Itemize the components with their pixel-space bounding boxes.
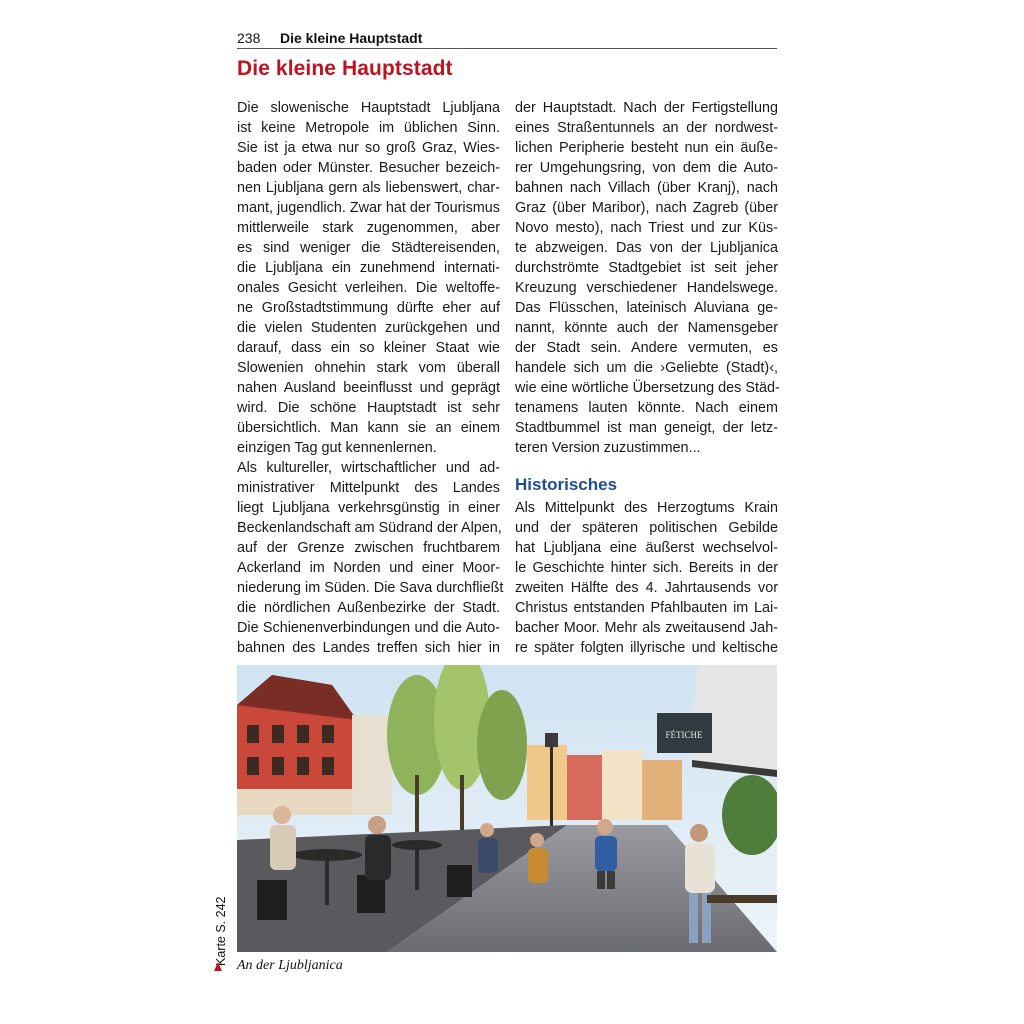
text-line: niederung im Süden. Die Sava durchfließt: [237, 580, 504, 596]
text-line: und der späteren politischen Gebilde: [515, 520, 778, 536]
text-line: es sind weniger die Städtereisenden,: [237, 240, 500, 256]
subheading-historisches: Historisches: [515, 475, 618, 494]
text-line: Slowenien ohnehin stark vom überall: [237, 360, 500, 376]
text-line: Kreuzung verschiedener Handelswege.: [515, 280, 778, 296]
text-line: ist keine Metropole im üblichen Sinn.: [237, 120, 500, 136]
text-line: onales Gesicht verleihen. Die weltoffe-: [237, 280, 500, 296]
text-line: Ackerland im Norden und einer Moor-: [237, 560, 500, 576]
running-title: Die kleine Hauptstadt: [280, 30, 423, 46]
text-line: ministrativer Mittelpunkt des Landes: [237, 480, 500, 496]
triangle-marker-icon: [214, 962, 222, 971]
text-line: die Ljubljana ein zunehmend internati-: [237, 260, 500, 276]
text-line: mittlerweile stark zugenommen, aber: [237, 220, 500, 236]
text-line: Sie ist ja etwa nur so groß Graz, Wies-: [237, 140, 500, 156]
text-line: wie eine wörtliche Übersetzung des Städ-: [515, 380, 780, 396]
text-line: Beckenlandschaft am Südrand der Alpen,: [237, 520, 502, 536]
text-line: liegt Ljubljana verkehrsgünstig in einer: [237, 500, 500, 516]
text-line: bahnen des Landes treffen sich hier in: [237, 640, 500, 656]
text-line: zweiten Hälfte des 4. Jahrtausends vor: [515, 580, 778, 596]
text-line: darauf, dass ein so kleiner Staat wie: [237, 340, 500, 356]
text-line: eines Straßentunnels an der nordwest-: [515, 120, 778, 136]
text-line: ne Großstadtstimmung dürfte eher auf: [237, 300, 500, 316]
text-line: bacher Moor. Mehr als zweitausend Jah-: [515, 620, 778, 636]
page-number: 238: [237, 30, 261, 46]
running-header: [237, 30, 777, 49]
text-line: Die Schienenverbindungen und die Auto-: [237, 620, 500, 636]
text-line: nannt, könnte auch der Namensgeber: [515, 320, 778, 336]
left-column: [237, 98, 504, 658]
text-line: Als Mittelpunkt des Herzogtums Krain: [515, 500, 778, 516]
text-line: die nördlichen Außenbezirke der Stadt.: [237, 600, 500, 616]
text-line: wird. Die schöne Hauptstadt ist sehr: [237, 400, 500, 416]
text-line: Christus entstanden Pfahlbauten im Lai-: [515, 600, 778, 616]
text-line: hat Ljubljana eine äußerst wechselvol-: [515, 540, 778, 556]
text-line: übersichtlich. Man kann sie an einem: [237, 420, 500, 436]
text-line: re später folgten illyrische und keltische: [515, 640, 778, 656]
text-line: bahnen nach Villach (über Kranj), nach: [515, 180, 778, 196]
paragraph: [237, 98, 500, 458]
text-line: die vielen Studenten zurückgehen und: [237, 320, 500, 336]
right-column: [515, 98, 778, 658]
text-line: lichen Peripherie besteht nun ein äuße-: [515, 140, 778, 156]
text-line: Als kultureller, wirtschaftlicher und ad-: [237, 460, 500, 476]
text-line: Novo mesto), nach Triest und zur Küs-: [515, 220, 778, 236]
text-line: rer Umgehungsring, von dem die Auto-: [515, 160, 778, 176]
text-line: Graz (über Maribor), nach Zagreb (über: [515, 200, 778, 216]
text-line: te abzweigen. Das von der Ljubljanica: [515, 240, 778, 256]
text-line: Stadtbummel ist man geneigt, der letz-: [515, 420, 778, 436]
text-line: nen Ljubljana gern als liebenswert, char-: [237, 180, 500, 196]
text-line: tenamens lauten könnte. Nach einem: [515, 400, 778, 416]
text-line: mant, jugendlich. Zwar hat der Tourismus: [237, 200, 500, 216]
text-line: nahen Ausland beeinflusst und geprägt: [237, 380, 500, 396]
text-line: auf der Grenze zwischen fruchtbarem: [237, 540, 500, 556]
text-line: Die slowenische Hauptstadt Ljubljana: [237, 100, 500, 116]
text-line: Das Flüsschen, lateinisch Aluviana ge-: [515, 300, 778, 316]
shop-sign-text: FÉTICHE: [665, 730, 703, 740]
text-line: der Stadt sein. Andere vermuten, es: [515, 340, 778, 356]
paragraph: [515, 498, 778, 658]
paragraph: [515, 98, 778, 458]
text-line: durchströmte Stadtgebiet ist seit jeher: [515, 260, 778, 276]
text-line: der Hauptstadt. Nach der Fertigstellung: [515, 100, 778, 116]
map-reference-text: Karte S. 242: [214, 896, 228, 966]
photo-caption: An der Ljubljanica: [237, 958, 343, 973]
text-line: teren Version zuzustimmen...: [515, 440, 701, 456]
paragraph: [237, 458, 504, 658]
street-cafe-photo: [237, 665, 777, 952]
map-reference[interactable]: [210, 880, 230, 970]
text-line: baden oder Münster. Besucher bezeich-: [237, 160, 500, 176]
text-line: handele sich um die ›Geliebte (Stadt)‹,: [515, 360, 778, 376]
text-line: einzigen Tag gut kennenlernen.: [237, 440, 437, 456]
text-line: le Geschichte hinter sich. Bereits in der: [515, 560, 778, 576]
section-title: Die kleine Hauptstadt: [237, 57, 453, 80]
